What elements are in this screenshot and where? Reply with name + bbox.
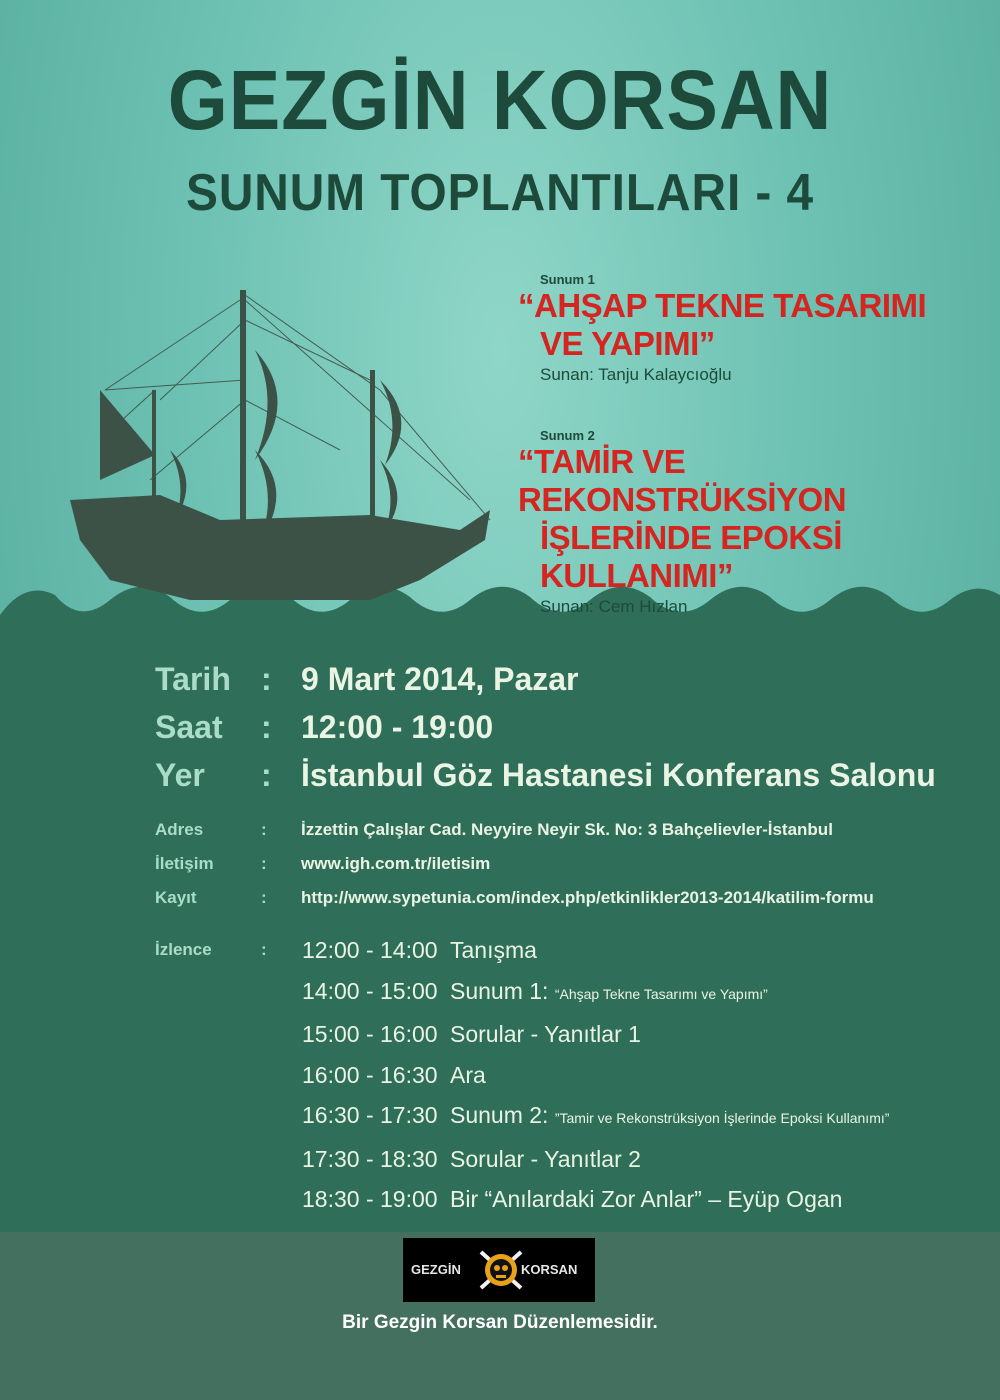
organizer-tagline: Bir Gezgin Korsan Düzenlemesidir.: [342, 1312, 658, 1333]
date-label: Tarih: [155, 661, 231, 697]
address-label: Adres: [155, 820, 204, 839]
register-label: Kayıt: [155, 888, 197, 907]
address-row: [155, 813, 874, 847]
schedule-text: Sorular - Yanıtlar 1: [450, 1021, 641, 1047]
schedule-item: [302, 1055, 889, 1096]
schedule-text: Sunum 2:: [450, 1102, 549, 1128]
date-value: 9 Mart 2014, Pazar: [301, 661, 579, 697]
schedule-item: [302, 1179, 889, 1220]
date-colon: :: [261, 661, 272, 697]
schedule-text: Sorular - Yanıtlar 2: [450, 1145, 641, 1172]
address-colon: :: [261, 820, 267, 839]
time-colon: :: [261, 709, 272, 745]
contact-row: [155, 847, 874, 881]
contact-link[interactable]: www.igh.com.tr/iletisim: [301, 854, 491, 873]
contact-label: İletişim: [155, 854, 214, 873]
talk-2-presenter: Sunan: Cem Hızlan: [540, 597, 688, 616]
poster-title: GEZGİN KORSAN: [167, 53, 833, 147]
contact-details: [155, 813, 874, 915]
time-label: Saat: [155, 709, 223, 745]
place-colon: :: [261, 757, 272, 793]
logo-text-left: GEZGİN: [411, 1262, 461, 1277]
address-value: İzzettin Çalışlar Cad. Neyyire Neyir Sk. No: 3 Bahçelievler-İstanbul: [301, 820, 833, 839]
poster-subtitle: SUNUM TOPLANTILARI - 4: [186, 164, 814, 222]
schedule-time: 17:30 - 18:30: [302, 1145, 438, 1172]
contact-colon: :: [261, 854, 267, 873]
time-row: [155, 703, 936, 751]
register-colon: :: [261, 888, 267, 907]
schedule-time: 16:00 - 16:30: [302, 1061, 438, 1088]
talk-2-title-line2: İŞLERİNDE EPOKSİ KULLANIMI”: [540, 519, 842, 594]
schedule-label: İzlence: [155, 940, 212, 959]
schedule-item: [302, 1139, 889, 1180]
schedule-time: 16:30 - 17:30: [302, 1102, 438, 1128]
talk-1-number: Sunum 1: [540, 272, 595, 287]
skull-crossbones-icon: [475, 1244, 527, 1296]
register-row: [155, 881, 874, 915]
talk-2-number: Sunum 2: [540, 428, 595, 443]
time-value: 12:00 - 19:00: [301, 709, 494, 745]
schedule-subtitle: “Ahşap Tekne Tasarımı ve Yapımı”: [554, 985, 768, 1002]
talk-1-title-line2: VE YAPIMI”: [540, 325, 715, 362]
register-link[interactable]: http://www.sypetunia.com/index.php/etkinlikler2013-2014/katilim-formu: [301, 888, 874, 907]
talk-2: [518, 428, 988, 617]
event-details: [155, 655, 936, 799]
place-row: [155, 751, 936, 799]
schedule-text: Ara: [450, 1061, 486, 1088]
schedule-colon: :: [261, 940, 267, 959]
schedule-time: 14:00 - 15:00: [302, 977, 438, 1004]
schedule-list: [302, 930, 889, 1220]
schedule-item: [302, 1014, 889, 1055]
schedule-text: Sunum 1:: [450, 977, 549, 1004]
talk-1-presenter: Sunan: Tanju Kalaycıoğlu: [540, 365, 732, 384]
schedule-text: Tanışma: [450, 937, 537, 963]
logo-text-right: KORSAN: [521, 1262, 578, 1277]
sailing-ship-illustration: [40, 280, 520, 620]
schedule-item: [302, 1095, 889, 1139]
talk-2-title-line1: “TAMİR VE REKONSTRÜKSİYON: [518, 443, 847, 518]
place-label: Yer: [155, 757, 205, 793]
date-row: [155, 655, 936, 703]
schedule-time: 15:00 - 16:00: [302, 1021, 438, 1047]
schedule-text: Bir “Anılardaki Zor Anlar” – Eyüp Ogan: [450, 1186, 843, 1212]
schedule-time: 12:00 - 14:00: [302, 937, 438, 963]
gezgin-korsan-logo: [403, 1238, 595, 1302]
talk-1-title-line1: “AHŞAP TEKNE TASARIMI: [518, 287, 927, 324]
schedule-subtitle: ”Tamir ve Rekonstrüksiyon İşlerinde Epoksi Kullanımı”: [554, 1110, 890, 1126]
schedule-time: 18:30 - 19:00: [302, 1186, 438, 1212]
place-value: İstanbul Göz Hastanesi Konferans Salonu: [301, 757, 936, 793]
schedule-item: [302, 971, 889, 1015]
talk-1: [518, 272, 988, 385]
schedule-item: [302, 930, 889, 971]
